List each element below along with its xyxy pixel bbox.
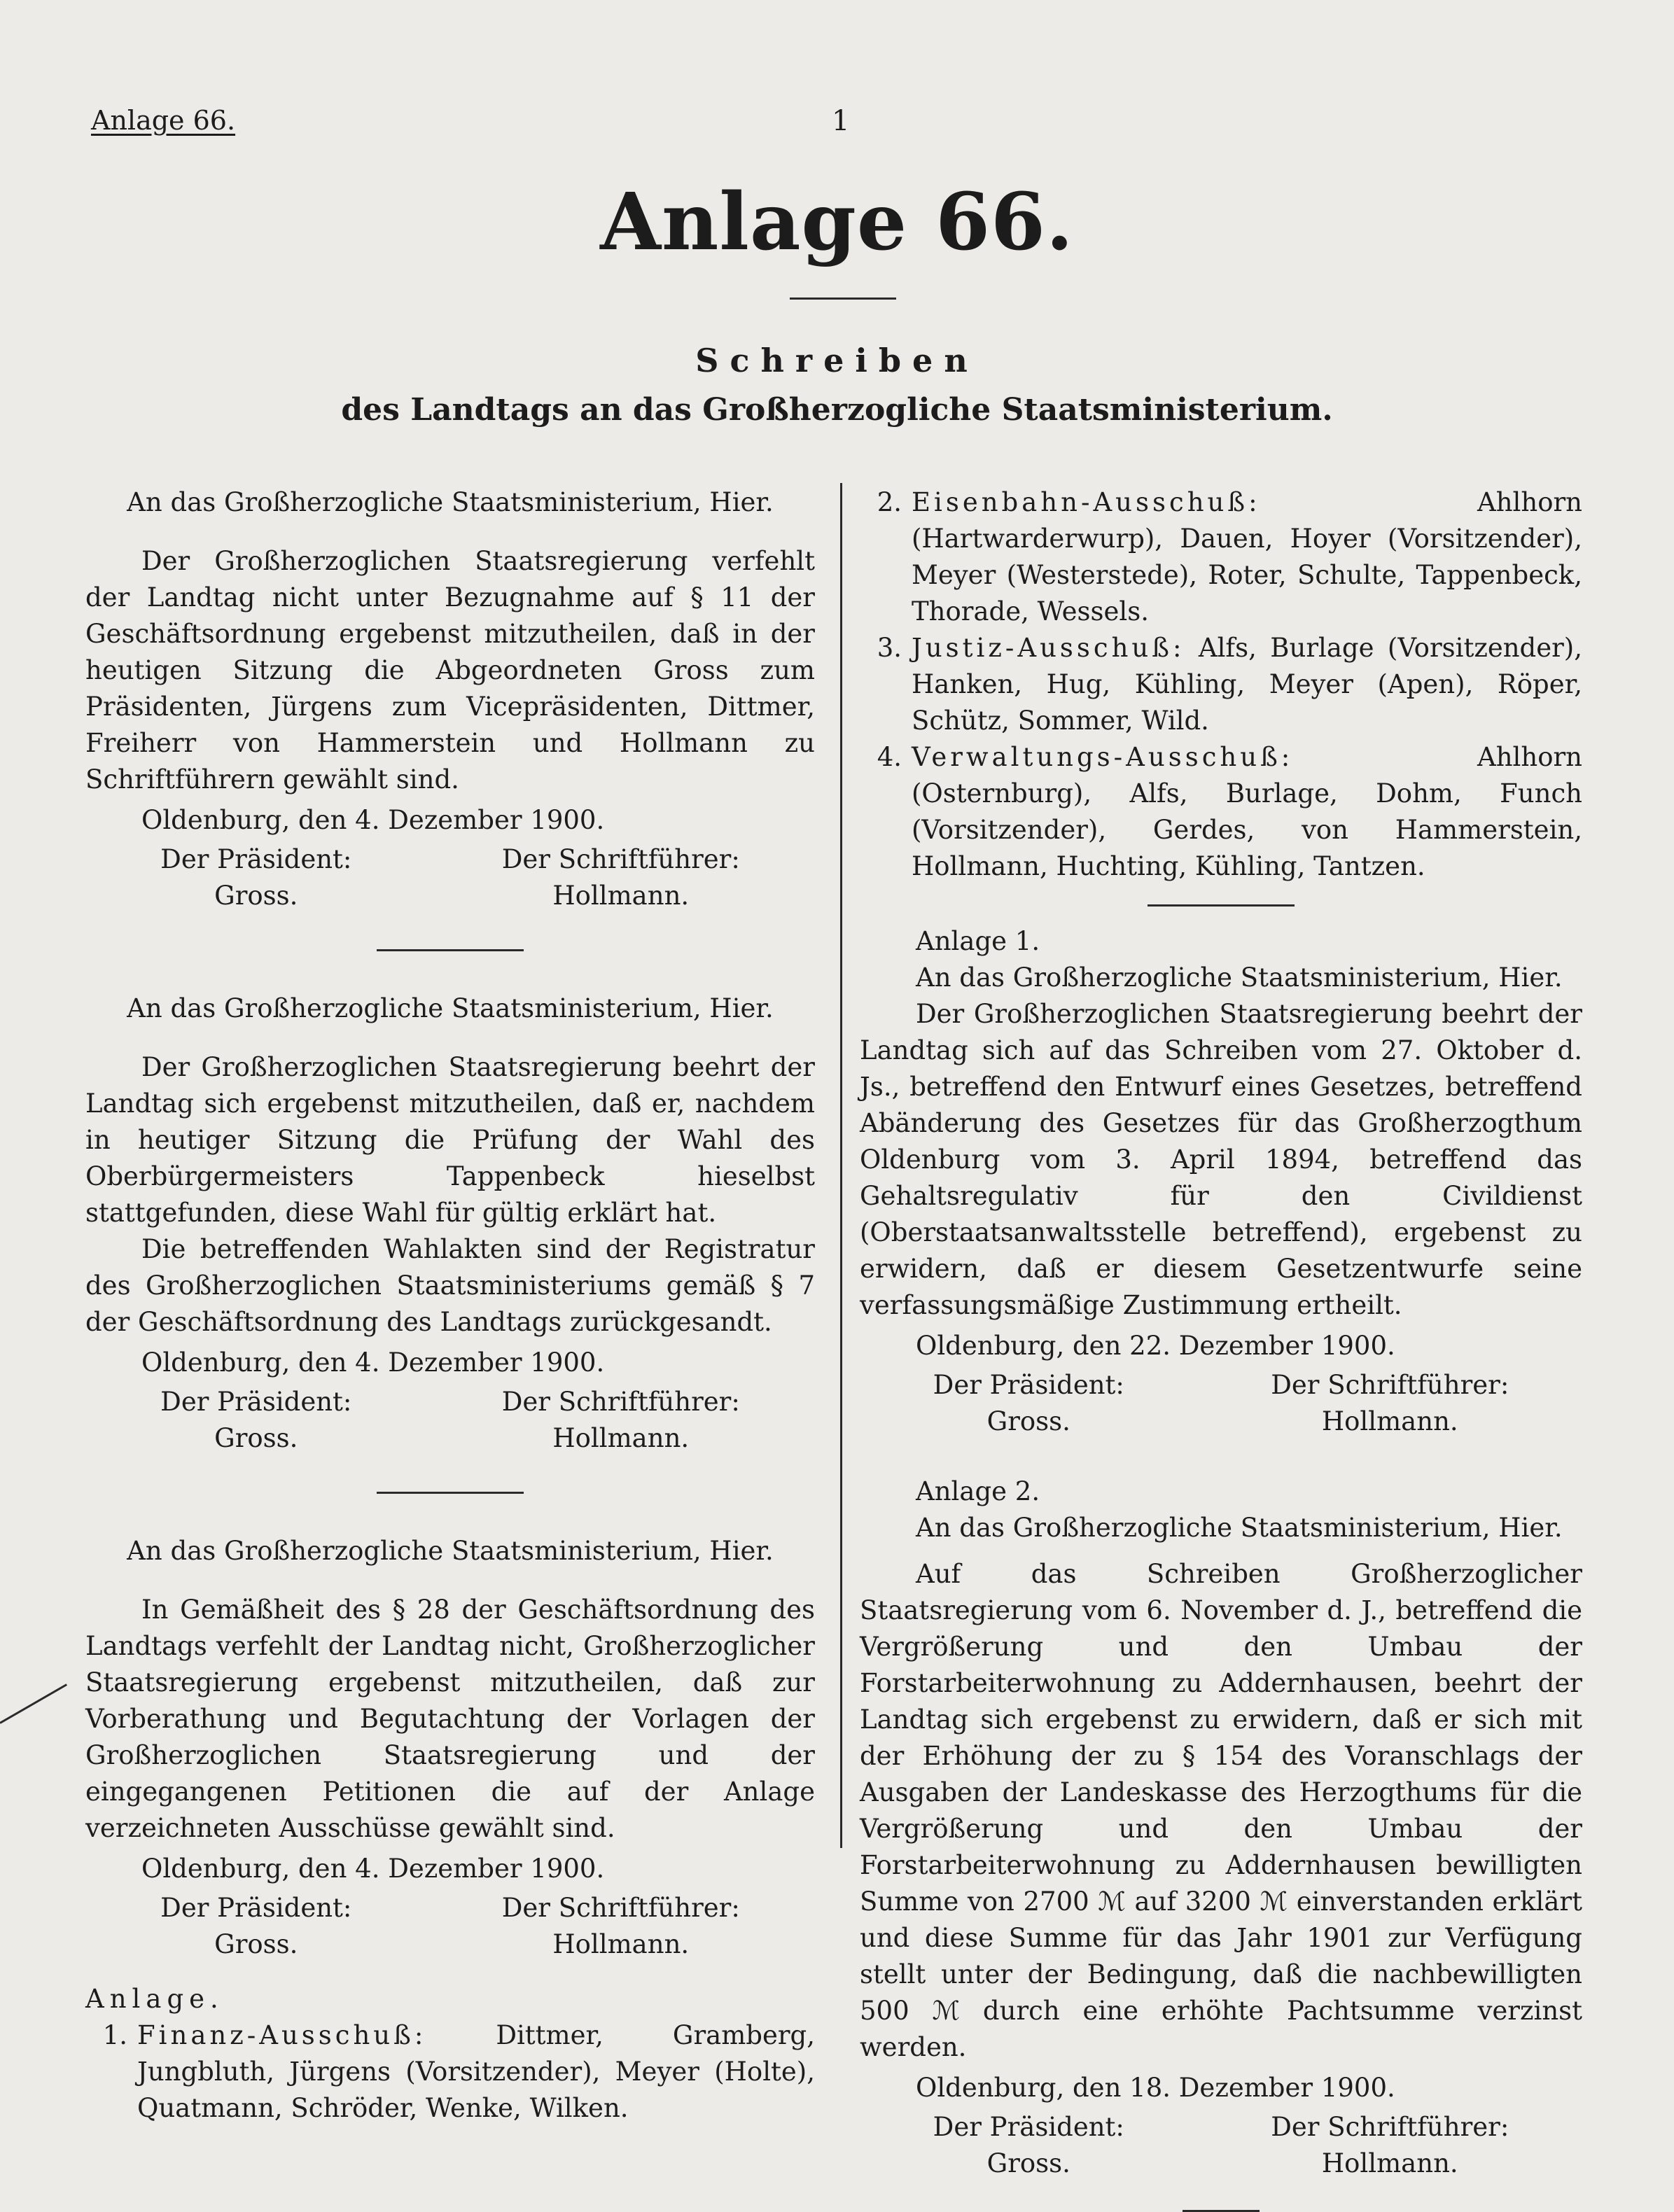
secretary-name: Hollmann. [1321,2148,1458,2178]
anlage1-place-date: Oldenburg, den 22. Dezember 1900. [916,1331,1395,1361]
letter3-signatures [85,1890,815,1963]
secretary-name: Hollmann. [552,881,690,911]
anlage2-body: Auf das Schreiben Großherzoglicher Staatsregierung vom 6. November d. J., betreffend die Vergrößerung und den Umbau der Forstarbeiterwohnung zu Addernhausen, beehrt der Landtag sich ergebenst zu erwidern, daß er sich mit der Erhöhung der zu § 154 des Voranschlags der Ausgaben der Landeskasse des Herzogthums für die Vergrößerung und den Umbau der Forstarbeiterwohnung zu Addernhausen bewilligten Summe von 2700 ℳ auf 3200 ℳ einverstanden erklärt und diese Summe für das Jahr 1901 zur Verfügung stellt unter der Bedingung, daß die nachbewilligten 500 ℳ durch eine erhöhte Pachtsumme verzinst werden. [860,1559,1582,2062]
committee-item [860,630,1582,739]
letter1-body: Der Großherzoglichen Staatsregierung verfehlt der Landtag nicht unter Bezugnahme auf § 11 der Geschäftsordnung ergebenst mitzutheilen, daß in der heutigen Sitzung die Abgeordneten Gross zum Präsidenten, Jürgens zum Vicepräsidenten, Dittmer, Freiherr von Hammerstein und Hollmann zu Schriftführern gewählt sind. [85,546,815,794]
letter2-body-2: Die betreffenden Wahlakten sind der Registratur des Großherzoglichen Staatsministeriums gemäß § 7 der Geschäftsordnung des Landtags zurückgesandt. [85,1234,815,1337]
column-divider [840,483,842,1848]
page-number: 1 [832,105,850,137]
president-label: Der Präsident: [160,1893,352,1923]
letter3-body: In Gemäßheit des § 28 der Geschäftsordnung des Landtags verfehlt der Landtag nicht, Großherzoglicher Staatsregierung ergebenst mitzutheilen, daß zur Vorberathung und Begutachtung der Vorlagen der Großherzoglichen Staatsregierung und der eingegangenen Petitionen die auf der Anlage verzeichneten Ausschüsse gewählt sind. [85,1595,815,1843]
section-rule [377,1492,524,1494]
committee-name: Justiz-Ausschuß: [912,633,1185,663]
committee-number: 4. [877,742,902,772]
committee-members: Ahlhorn (Osternburg), Alfs, Burlage, Dohm, Funch (Vorsitzender), Gerdes, von Hammerstein, Hollmann, Huchting, Kühling, Tantzen. [912,742,1582,881]
committee-name: Verwaltungs-Ausschuß: [912,742,1294,772]
president-label: Der Präsident: [933,2112,1124,2142]
committee-item [860,739,1582,885]
letter1-place-date: Oldenburg, den 4. Dezember 1900. [141,805,605,835]
anlage2-place-date: Oldenburg, den 18. Dezember 1900. [916,2073,1395,2103]
running-head: Anlage 66. [91,105,236,136]
margin-mark [0,1684,67,1724]
secretary-label: Der Schriftführer: [501,844,740,874]
committee-name: Finanz-Ausschuß: [137,2020,427,2050]
committee-item [85,2017,815,2127]
anlage-label: Anlage. [85,1984,224,2014]
left-column [85,484,815,2127]
letter3-address: An das Großherzogliche Staatsministerium, Hier. [127,1536,774,1566]
section-rule [1148,904,1295,906]
right-column [860,484,1582,2212]
letter3-place-date: Oldenburg, den 4. Dezember 1900. [141,1854,605,1884]
committee-name: Eisenbahn-Ausschuß: [912,487,1261,517]
committee-members: Ahlhorn (Hartwarderwurp), Dauen, Hoyer (Vorsitzender), Meyer (Westerstede), Roter, Schulte, Tappenbeck, Thorade, Wessels. [912,487,1582,626]
section-rule [377,949,524,951]
anlage1-label: Anlage 1. [916,926,1040,956]
letter1-signatures [85,841,815,914]
letter2-place-date: Oldenburg, den 4. Dezember 1900. [141,1348,605,1378]
committee-number: 3. [877,633,902,663]
president-label: Der Präsident: [933,1370,1124,1400]
document-title: Anlage 66. [600,176,1074,268]
anlage2-address: An das Großherzogliche Staatsministerium, Hier. [916,1513,1563,1543]
anlage2-signatures [860,2109,1582,2182]
anlage1-address: An das Großherzogliche Staatsministerium, Hier. [916,962,1563,993]
president-label: Der Präsident: [160,1387,352,1417]
anlage2-label: Anlage 2. [916,1476,1040,1506]
committee-item [860,484,1582,630]
letter2-signatures [85,1384,815,1457]
committee-members: Dittmer, Gramberg, Jungbluth, Jürgens (Vorsitzender), Meyer (Holte), Quatmann, Schröder, Wenke, Wilken. [137,2020,816,2123]
secretary-name: Hollmann. [552,1423,690,1453]
president-name: Gross. [986,2148,1070,2178]
secretary-name: Hollmann. [1321,1406,1458,1436]
president-name: Gross. [214,1423,298,1453]
president-name: Gross. [214,1929,298,1959]
committee-number: 2. [877,487,902,517]
letter1-address: An das Großherzogliche Staatsministerium, Hier. [127,487,774,517]
title-rule [790,298,896,300]
secretary-name: Hollmann. [552,1929,690,1959]
anlage1-body: Der Großherzoglichen Staatsregierung beehrt der Landtag sich auf das Schreiben vom 27. Oktober d. Js., betreffend den Entwurf eines Gesetzes, betreffend Abänderung des Gesetzes für das Großherzogthum Oldenburg vom 3. April 1894, betreffend das Gehaltsregulativ für den Civildienst (Oberstaatsanwaltsstelle betreffend), ergebenst zu erwidern, daß er diesem Gesetzentwurfe seine verfassungsmäßige Zustimmung ertheilt. [860,999,1582,1320]
letter2-address: An das Großherzogliche Staatsministerium, Hier. [127,993,774,1023]
document-subtitle: Schreiben [695,342,979,379]
letter2-body-1: Der Großherzoglichen Staatsregierung beehrt der Landtag sich ergebenst mitzutheilen, daß er, nachdem in heutiger Sitzung die Prüfung der Wahl des Oberbürgermeisters Tappenbeck hieselbst stattgefunden, diese Wahl für gültig erklärt hat. [85,1052,815,1228]
secretary-label: Der Schriftführer: [501,1387,740,1417]
document-subtitle-2: des Landtags an das Großherzogliche Staatsministerium. [341,392,1333,428]
secretary-label: Der Schriftführer: [501,1893,740,1923]
committee-members: Alfs, Burlage (Vorsitzender), Hanken, Hug, Kühling, Meyer (Apen), Röper, Schütz, Sommer, Wild. [912,633,1583,736]
committee-number: 1. [102,2020,127,2050]
president-name: Gross. [986,1406,1070,1436]
secretary-label: Der Schriftführer: [1271,1370,1509,1400]
anlage1-signatures [860,1367,1582,1440]
president-label: Der Präsident: [160,844,352,874]
secretary-label: Der Schriftführer: [1271,2112,1509,2142]
president-name: Gross. [214,881,298,911]
